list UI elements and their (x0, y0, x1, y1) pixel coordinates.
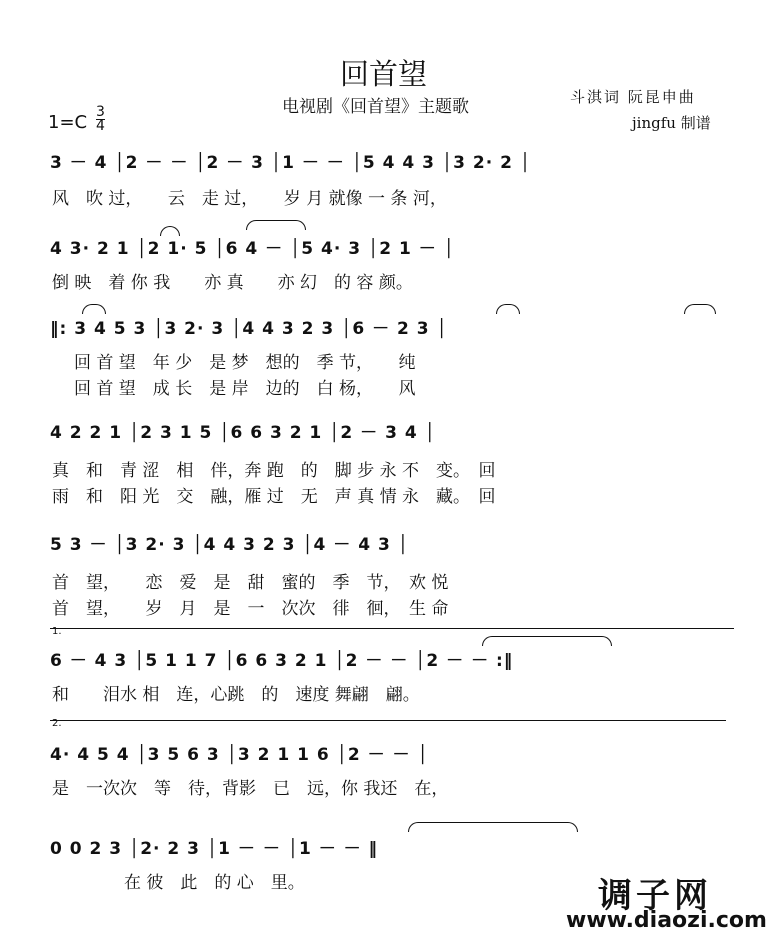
notation-line-1: 3 － 4 │2 － － │2 － 3 │1 － － │5 4 4 3 │3 2· 2 │ (50, 153, 532, 173)
song-title: 回首望 (340, 57, 428, 91)
watermark-url: www.diaozi.com (566, 908, 767, 933)
credit-lyricist-composer: 斗淇词 阮昆申曲 (570, 88, 696, 106)
notation-line-7: 4· 4 5 4 │3 5 6 3 │3 2 1 1 6 │2 － － │ (50, 745, 429, 765)
slur-mark (82, 304, 106, 314)
song-subtitle: 电视剧《回首望》主题歌 (282, 97, 469, 117)
lyrics-line-3b: 回 首 望 成 长 是 岸 边的 白 杨， 风 (74, 379, 416, 399)
volta-1-label: 1. (52, 626, 62, 637)
lyrics-line-4b: 雨 和 阳 光 交 融，雁 过 无 声 真 情 永 藏。 回 (52, 487, 496, 507)
lyrics-line-6: 和 泪水 相 连，心跳 的 速度 舞翩 翩。 (52, 685, 420, 705)
time-signature-top: 3 (96, 104, 105, 120)
time-signature-bottom: 4 (96, 118, 105, 134)
lyrics-line-3a: 回 首 望 年 少 是 梦 想的 季 节， 纯 (74, 353, 416, 373)
key-signature: 1=C (48, 112, 88, 133)
lyrics-line-4a: 真 和 青 涩 相 伴，奔 跑 的 脚 步 永 不 变。 回 (52, 461, 496, 481)
notation-line-5: 5 3 － │3 2· 3 │4 4 3 2 3 │4 － 4 3 │ (50, 535, 409, 555)
lyrics-line-1: 风 吹 过， 云 走 过， 岁 月 就像 一 条 河， (52, 189, 447, 209)
lyrics-line-5a: 首 望， 恋 爱 是 甜 蜜的 季 节， 欢 悦 (52, 573, 449, 593)
lyrics-line-2: 倒 映 着 你 我 亦 真 亦 幻 的 容 颜。 (52, 273, 413, 293)
credit-arranger: jingfu 制谱 (632, 114, 711, 132)
tie-mark (408, 822, 578, 832)
notation-line-4: 4 2 2 1 │2 3 1 5 │6 6 3 2 1 │2 － 3 4 │ (50, 423, 436, 443)
volta-2-label: 2. (52, 718, 62, 729)
lyrics-line-8: 在 彼 此 的 心 里。 (124, 873, 305, 893)
lyrics-line-5b: 首 望， 岁 月 是 一 次次 徘 徊， 生 命 (52, 599, 449, 619)
tie-mark (246, 220, 306, 230)
slur-mark (496, 304, 520, 314)
time-signature (96, 106, 105, 133)
lyrics-line-7: 是 一次次 等 待，背影 已 远，你 我还 在， (52, 779, 449, 799)
volta-bracket-1 (50, 628, 734, 629)
notation-line-6: 6 － 4 3 │5 1 1 7 │6 6 3 2 1 │2 － － │2 － － :‖ (50, 651, 514, 671)
watermark-logo: 调子网 (598, 876, 712, 916)
tie-mark (482, 636, 612, 646)
slur-mark (684, 304, 716, 314)
notation-line-3: ‖: 3 4 5 3 │3 2· 3 │4 4 3 2 3 │6 － 2 3 │ (50, 319, 448, 339)
volta-bracket-2 (50, 720, 726, 721)
notation-line-2: 4 3· 2 1 │2 1· 5 │6 4 － │5 4· 3 │2 1 － │ (50, 239, 455, 259)
notation-line-8: 0 0 2 3 │2· 2 3 │1 － － │1 － － ‖ (50, 839, 379, 859)
